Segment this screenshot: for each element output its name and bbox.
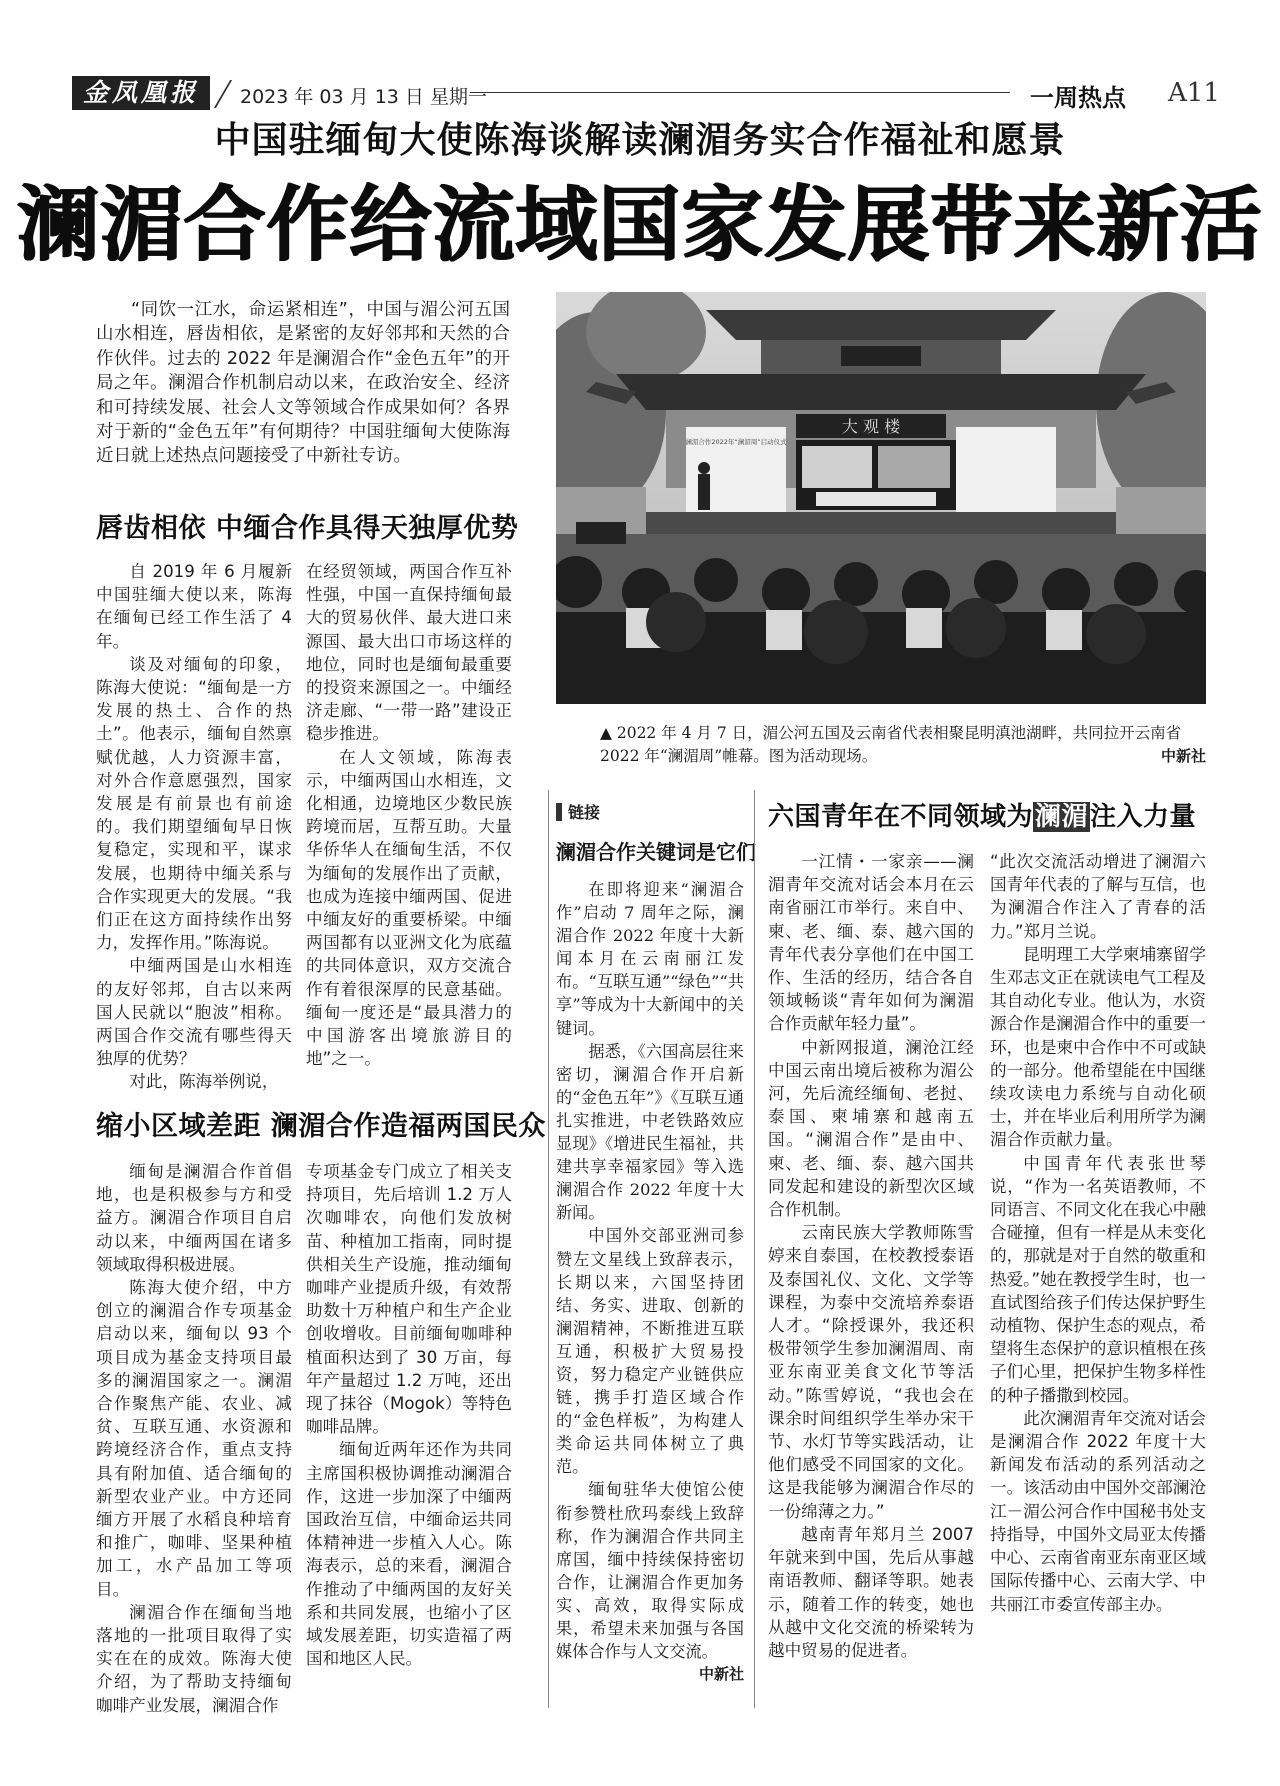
photo-illustration <box>556 292 1206 704</box>
section-name: 一周热点 <box>1030 84 1126 112</box>
section3-column-2: “此次交流活动增进了澜湄六国青年代表的了解与互信，也为澜湄合作注入了青春的活力。”郑月兰说。 昆明理工大学柬埔寨留学生邓志文正在就读电气工程及其自动化专业。他认为，水资源合作是澜湄合作中的重要一环，也是柬中合作中不可或缺的一部分。他希望能在中国继续攻读电力系统与自动化硕士，并在毕业后利用所学为澜湄合作贡献力量。 中国青年代表张世琴说，“作为一名英语教师，不同语言、不同文化在我心中融合碰撞，但有一样是从未变化的，那就是对于自然的敬重和热爱。”她在教授学生时，也一直试图给孩子们传达保护野生动植物、保护生态的观点，希望将生态保护的意识植根在孩子们心里，把保护生物多样性的种子播撒到校园。 此次澜湄青年交流对话会是澜湄合作 2022 年度十大新闻发布活动的系列活动之一。该活动由中国外交部澜沧江－湄公河合作中国秘书处支持指导，中国外文局亚太传播中心、云南省南亚东南亚区域国际传播中心、云南大学、中共丽江市委宣传部主办。 <box>990 852 1207 1614</box>
caption-text: ▲ 2022 年 4 月 7 日，湄公河五国及云南省代表相聚昆明滇池湖畔，共同拉开云南省 2022 年“澜湄周”帷幕。图为活动现场。 <box>600 724 1182 765</box>
sidebar-heading: 澜湄合作关键词是它们 <box>556 840 756 864</box>
section1-column-2: 在经贸领域，两国合作互补性强，中国一直保持缅甸最大的贸易伙伴、最大进口来源国、最大出口市场这样的地位，同时也是缅甸最重要的投资来源国之一。中缅经济走廊、“一带一路”建设正稳步推进。 在人文领域，陈海表示，中缅两国山水相连，文化相通，边境地区少数民族跨境而居，互帮互助。大量华侨华人在缅甸生活，不仅为缅甸的发展作出了贡献，也成为连接中缅两国、促进中缅友好的重要桥梁。中缅两国都有以亚洲文化为底蕴的共同体意识，双方交流合作有着很深厚的民意基础。缅甸一度还是“最具潜力的中国游客出境旅游目的地”之一。 <box>306 562 512 1069</box>
section2-column-2: 专项基金专门成立了相关支持项目，先后培训 1.2 万人次咖啡农，向他们发放树苗、种植加工指南，同时提供相关生产设施，推动缅甸咖啡产业提质升级，有效帮助数十万种植户和生产企业创收增收。目前缅甸咖啡种植面积达到了 30 万亩，每年产量超过 1.2 万吨，还出现了抹谷（Mogok）等特色咖啡品牌。 缅甸近两年还作为共同主席国积极协调推动澜湄合作，这进一步加深了中缅两国政治互信，中缅命运共同体精神进一步植入人心。陈海表示，总的来看，澜湄合作推动了中缅两国的友好关系和共同发展，也缩小了区域发展差距，切实造福了两国和地区人民。 <box>306 1162 512 1669</box>
newspaper-logo: 金凤凰报 <box>72 76 210 110</box>
photo-caption <box>600 722 1206 768</box>
page-number: A11 <box>1168 78 1220 108</box>
link-tag: 链接 <box>556 800 600 823</box>
sidebar-source: 中新社 <box>698 1665 744 1684</box>
article-title: 澜湄合作给流域国家发展带来新活 <box>17 178 1263 273</box>
issue-date: 2023 年 03 月 13 日 星期一 <box>240 86 487 108</box>
header-rule <box>470 92 1010 93</box>
section2-column-1: 缅甸是澜湄合作首倡地，也是积极参与方和受益方。澜湄合作项目自启动以来，中缅两国在诸多领域取得积极进展。 陈海大使介绍，中方创立的澜湄合作专项基金启动以来，缅甸以 93 个项目成为基金支持项目最多的澜湄国家之一。澜湄合作聚焦产能、农业、减贫、互联互通、水资源和跨境经济合作，重点支持具有附加值、适合缅甸的新型农业产业。中方还同缅方开展了水稻良种培育和推广，咖啡、坚果种植加工，水产品加工等项目。 澜湄合作在缅甸当地落地的一批项目取得了实实在在的成效。陈海大使介绍，为了帮助支持缅甸咖啡产业发展，澜湄合作 <box>96 1162 292 1715</box>
column-rule <box>548 790 549 1708</box>
section3-heading: 六国青年在不同领域为澜湄注入力量 <box>768 802 1197 832</box>
article-subtitle: 中国驻缅甸大使陈海谈解读澜湄务实合作福祉和愿景 <box>214 120 1066 161</box>
sidebar-body: 在即将迎来“澜湄合作”启动 7 周年之际，澜湄合作 2022 年度十大新闻本月在云南丽江发布。“互联互通”“绿色”“共享”等成为十大新闻中的关键词。 据悉，《六国高层往来密切，澜湄合作开启新的“金色五年”》《互联互通扎实推进，中老铁路效应显现》《增进民生福祉，共建共享幸福家园》等入选澜湄合作 2022 年度十大新闻。 中国外交部亚洲司参赞左文星线上致辞表示，长期以来，六国坚持团结、务实、进取、创新的澜湄精神，不断推进互联互通，积极扩大贸易投资，努力稳定产业链供应链，携手打造区域合作的“金色样板”，为构建人类命运共同体树立了典范。 缅甸驻华大使馆公使衔参赞杜欣玛泰线上致辞称，作为澜湄合作共同主席国，缅中持续保持密切合作，让澜湄合作更加务实、高效，取得实际成果，希望未来加强与各国媒体合作与人文交流。 中新社 <box>556 878 744 1686</box>
section2-heading: 缩小区域差距 澜湄合作造福两国民众 <box>96 1111 546 1142</box>
highlighted-word: 澜湄 <box>1035 802 1089 832</box>
photo-source: 中新社 <box>1160 747 1206 765</box>
column-rule-2 <box>754 790 755 1708</box>
section1-column-1: 自 2019 年 6 月履新中国驻缅大使以来，陈海在缅甸已经工作生活了 4 年。 谈及对缅甸的印象，陈海大使说：“缅甸是一方发展的热土、合作的热土”。他表示，缅甸自然禀赋优越，人力资源丰富，对外合作意愿强烈，国家发展是有前景也有前途的。我们期望缅甸早日恢复稳定，实现和平，谋求发展，也期待中缅关系与合作实现更大的发展。“我们正在这方面持续作出努力，发挥作用。”陈海说。 中缅两国是山水相连的友好邻邦，自古以来两国人民就以“胞波”相称。两国合作交流有哪些得天独厚的优势？ 对此，陈海举例说， <box>96 562 292 1092</box>
section3-column-1: 一江情・一家亲——澜湄青年交流对话会本月在云南省丽江市举行。来自中、柬、老、缅、泰、越六国的青年代表分享他们在中国工作、生活的经历，结合各自领域畅谈“青年如何为澜湄合作贡献年轻力量”。 中新网报道，澜沧江经中国云南出境后被称为湄公河，先后流经缅甸、老挝、泰国、柬埔寨和越南五国。“澜湄合作”是由中、柬、老、缅、泰、越六国共同发起和建设的新型次区域合作机制。 云南民族大学教师陈雪婷来自泰国，在校教授泰语及泰国礼仪、文化、文学等课程，为泰中交流培养泰语人才。“除授课外，我还积极带领学生参加澜湄周、南亚东南亚美食文化节等活动。”陈雪婷说，“我也会在课余时间组织学生举办宋干节、水灯节等实践活动，让他们感受不同国家的文化。这是我能够为澜湄合作尽的一份绵薄之力。” 越南青年郑月兰 2007 年就来到中国，先后从事越南语教师、翻译等职。她表示，随着工作的转变，她也从越中文化交流的桥梁转为越中贸易的促进者。 <box>768 852 974 1660</box>
section1-heading: 唇齿相依 中缅合作具得天独厚优势 <box>96 513 519 544</box>
left-banner-text: 澜湄合作2022年“澜湄周”启动仪式 <box>685 438 787 446</box>
building-plaque: 大 观 楼 <box>841 417 901 436</box>
event-photo <box>556 292 1206 704</box>
lead-paragraph: “同饮一江水，命运紧相连”，中国与湄公河五国山水相连，唇齿相依，是紧密的友好邻邦和天然的合作伙伴。过去的 2022 年是澜湄合作“金色五年”的开局之年。澜湄合作机制启动以来，在政治安全、经济和可持续发展、社会人文等领域合作成果如何？各界对于新的“金色五年”有何期待？中国驻缅甸大使陈海近日就上述热点问题接受了中新社专访。 <box>96 300 510 467</box>
